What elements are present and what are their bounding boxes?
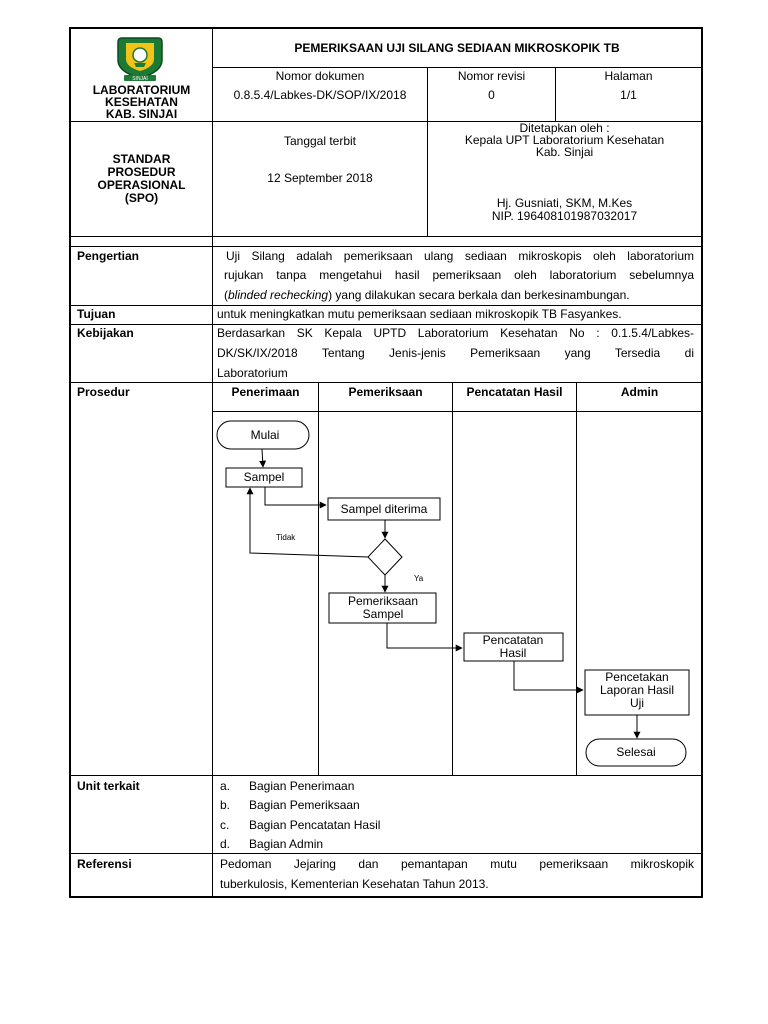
decision-diamond: [368, 539, 402, 575]
pengertian-line1: Uji Silang adalah pemeriksaan ulang sediaan mikroskopis oleh laboratorium: [226, 249, 694, 263]
doc-title: PEMERIKSAAN UJI SILANG SEDIAAN MIKROSKOPIK TB: [294, 41, 620, 55]
sampel-box-label: Sampel: [243, 470, 285, 484]
page-number: 1/1: [620, 88, 637, 102]
lane-header-pencatatan: Pencatatan Hasil: [466, 385, 563, 399]
unit-item-b: Bagian Pemeriksaan: [249, 798, 360, 812]
issue-date: 12 September 2018: [267, 171, 373, 185]
lane-header-admin: Admin: [620, 385, 659, 399]
doc-number-label: Nomor dokumen: [275, 69, 365, 83]
org-name-line1: LABORATORIUM: [92, 83, 191, 97]
page-label: Halaman: [604, 69, 653, 83]
issue-date-label: Tanggal terbit: [283, 134, 357, 148]
pemeriksaan-box-label-line2: Sampel: [362, 607, 404, 621]
signer-nip: NIP. 196408101987032017: [491, 209, 638, 223]
referensi-label: Referensi: [77, 857, 132, 871]
revision-number: 0: [488, 88, 495, 102]
pencetakan-box-label-line3: Uji: [630, 696, 644, 710]
pencetakan-box-label-line2: Laporan Hasil: [599, 683, 675, 697]
pengertian-line2: rujukan tanpa mengetahui hasil pemeriksaan oleh laboratorium sebelumnya: [224, 268, 694, 282]
referensi-line2: tuberkulosis, Kementerian Kesehatan Tahun 2013.: [220, 877, 489, 891]
logo-ribbon: SINJAI: [132, 76, 148, 82]
set-by-role-line1: Kepala UPT Laboratorium Kesehatan: [464, 133, 665, 147]
diterima-box-label: Sampel diterima: [340, 502, 428, 516]
pencatatan-box-label-line1: Pencatatan: [482, 633, 544, 647]
lane-header-pemeriksaan: Pemeriksaan: [348, 385, 423, 399]
kebijakan-label: Kebijakan: [77, 326, 134, 340]
unit-marker-c: c.: [220, 818, 230, 832]
signer-name: Hj. Gusniati, SKM, M.Kes: [496, 196, 633, 210]
kebijakan-line2: DK/SK/IX/2018 Tentang Jenis-jenis Pemeriksaan yang Tersedia di: [217, 346, 694, 360]
arrow-pemeriksaan-pencatatan: [387, 623, 462, 648]
spo-line4: (SPO): [124, 191, 159, 205]
prosedur-label: Prosedur: [77, 385, 130, 399]
pencatatan-box-label-line2: Hasil: [499, 646, 527, 660]
kebijakan-line3: Laboratorium: [217, 366, 288, 380]
pencetakan-box-label-line1: Pencetakan: [605, 670, 669, 684]
unit-item-c: Bagian Pencatatan Hasil: [249, 818, 381, 832]
spo-line2: PROSEDUR: [107, 165, 176, 179]
unit-marker-d: d.: [220, 837, 231, 851]
set-by-role-line2: Kab. Sinjai: [535, 145, 594, 159]
tujuan-label: Tujuan: [77, 307, 116, 321]
org-name-line3: KAB. SINJAI: [105, 107, 178, 121]
pemeriksaan-box-label-line1: Pemeriksaan: [347, 594, 419, 608]
arrow-pencatatan-pencetakan: [514, 661, 583, 690]
referensi-line1: Pedoman Jejaring dan pemantapan mutu pemeriksaan mikroskopik: [220, 857, 694, 871]
arrow-sampel-diterima: [265, 487, 326, 505]
arrow-mulai-sampel: [262, 449, 263, 467]
start-terminal-label: Mulai: [250, 428, 280, 442]
end-terminal-label: Selesai: [616, 745, 656, 759]
unit-marker-a: a.: [220, 779, 231, 793]
unit-item-d: Bagian Admin: [249, 837, 324, 851]
tujuan-text: untuk meningkatkan mutu pemeriksaan sediaan mikroskopik TB Fasyankes.: [217, 307, 622, 321]
revision-label: Nomor revisi: [457, 69, 526, 83]
spo-line1: STANDAR: [112, 152, 171, 166]
kebijakan-line1: Berdasarkan SK Kepala UPTD Laboratorium Kesehatan No : 0.1.5.4/Labkes-: [217, 326, 694, 340]
org-name-line2: KESEHATAN: [105, 95, 178, 109]
lane-header-penerimaan: Penerimaan: [231, 385, 300, 399]
pengertian-line3: (blinded rechecking) yang dilakukan secara berkala dan berkesinambungan.: [224, 288, 630, 302]
unit-terkait-label: Unit terkait: [77, 779, 140, 793]
unit-marker-b: b.: [220, 798, 231, 812]
doc-number: 0.8.5.4/Labkes-DK/SOP/IX/2018: [233, 88, 407, 102]
set-by-label: Ditetapkan oleh :: [519, 121, 610, 135]
ya-label: Ya: [414, 574, 424, 583]
pengertian-label: Pengertian: [77, 249, 140, 263]
tidak-label: Tidak: [276, 533, 296, 542]
unit-item-a: Bagian Penerimaan: [249, 779, 355, 793]
spo-line3: OPERASIONAL: [97, 178, 186, 192]
